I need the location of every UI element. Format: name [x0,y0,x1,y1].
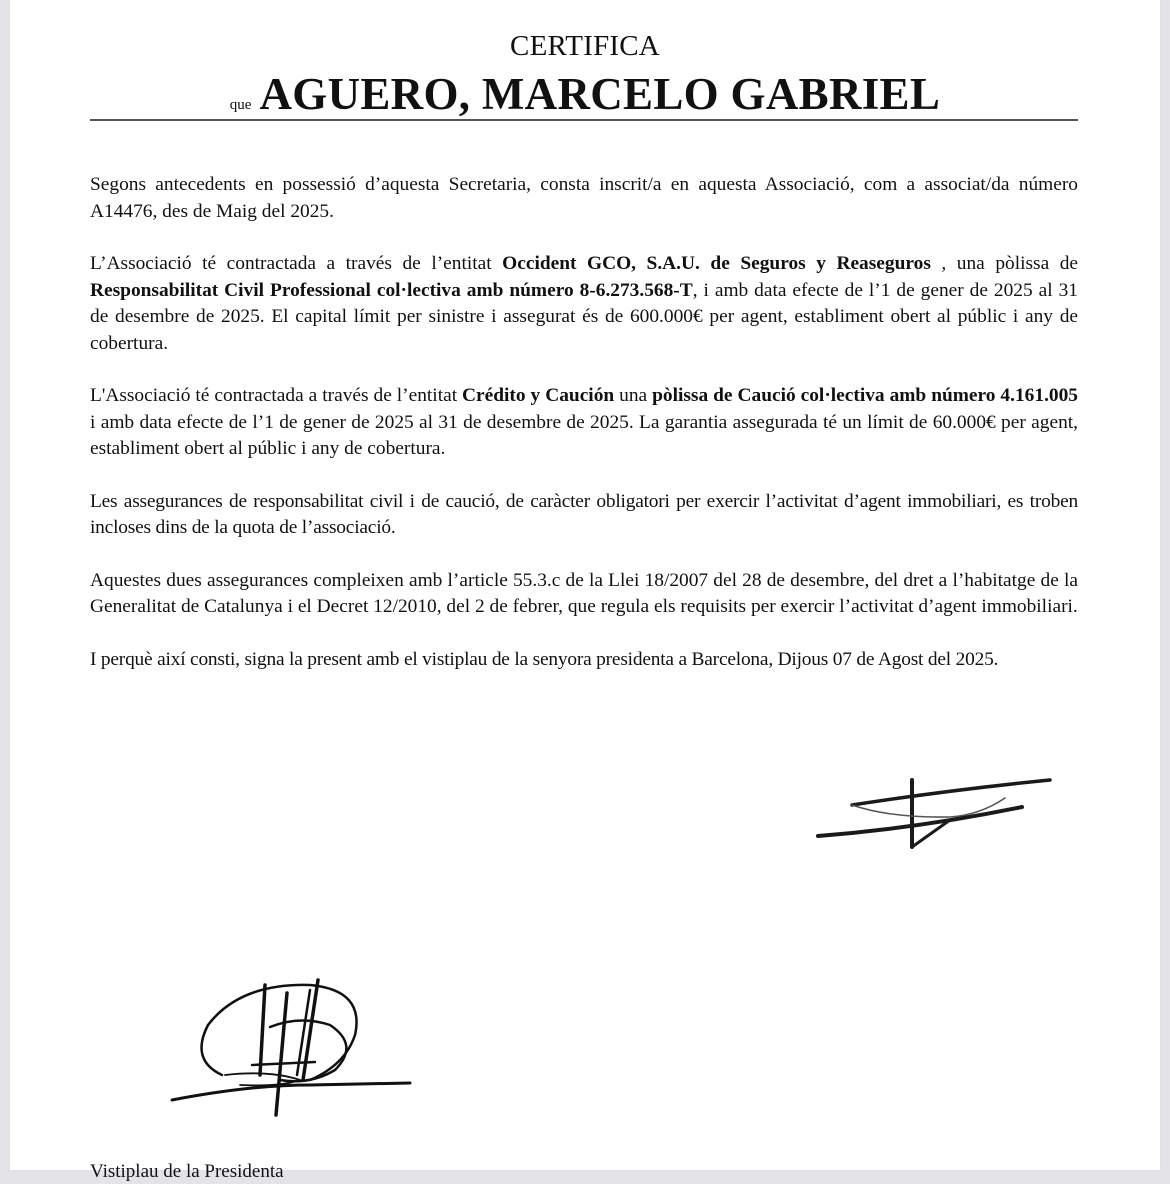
signature-stroke [852,780,1050,805]
paragraph-legal-compliance: Aquestes dues assegurances compleixen amb l’article 55.3.c de la Llei 18/2007 del 28 de desembre, del dret a l’habitatge de la Generalitat de Catalunya i el Decret 12/2010, del 2 de febrer, que regula els requisits per exercir l’activitat d’agent immobiliari. [90,569,1078,617]
document-page [10,0,1160,1182]
paragraph-membership: Segons antecedents en possessió d’aquesta Secretaria, consta inscrit/a en aquesta Associació, com a associat/da número A14476, des de Maig del 2025. [90,174,1078,222]
paragraph-civil-liability-policy [90,251,1078,357]
certified-person-name: AGUERO, MARCELO GABRIEL [259,69,941,119]
document-title: CERTIFICA [510,30,660,62]
signature-stroke [276,993,287,1115]
text-segment: , una pòlissa de [930,253,1079,274]
signature-stroke [303,980,318,1080]
signature-stroke [172,1083,410,1100]
paragraph-signature-statement: I perquè així consti, signa la present amb el vistiplau de la senyora presidenta a Barcelona, Dijous 07 de Agost del 2025. [90,648,999,670]
policy-number: Responsabilitat Civil Professional col·lectiva amb número 8-6.273.568-T [90,279,693,301]
insurer-name: Crédito y Caución [462,385,615,406]
text-segment: , i amb data efecte de l’1 de gener de 2025 al 31 de desembre de 2025. El capital límit per sinistre i assegurat és de 600.000€ per agent, establiment obert al públic i any de cobertura. [90,279,1078,354]
signature-stroke [225,1073,300,1085]
president-signature [160,965,430,1115]
certified-person-line [10,66,1160,133]
signature-stroke [260,985,265,1075]
text-segment: i amb data efecte de l’1 de gener de 2025 al 31 de desembre de 2025. La garantia assegurada té un límit de 60.000€ per agent, establiment obert al públic i any de cobertura. [90,411,1078,459]
header-divider [90,119,1078,121]
paragraph-surety-policy [90,383,1078,463]
text-segment: L'Associació té contractada a través de l’entitat [90,385,463,406]
policy-number: pòlissa de Caució col·lectiva amb número 4.161.005 [652,385,1078,406]
paragraph-insurance-included: Les assegurances de responsabilitat civil i de caució, de caràcter obligatori per exercir l’activitat d’agent immobiliari, es troben incloses dins de la quota de l’associació. [90,490,1078,538]
secretary-signature [800,770,1070,860]
insurer-name: Occident GCO, S.A.U. de Seguros y Reaseguros [502,253,931,274]
text-segment: L’Associació té contractada a través de l’entitat [90,253,503,274]
document-body [90,172,1078,699]
president-approval-label: Vistiplau de la Presidenta [90,1161,284,1182]
text-segment: una [614,385,653,406]
name-prefix: que [229,97,252,113]
signature-stroke [818,807,1022,836]
